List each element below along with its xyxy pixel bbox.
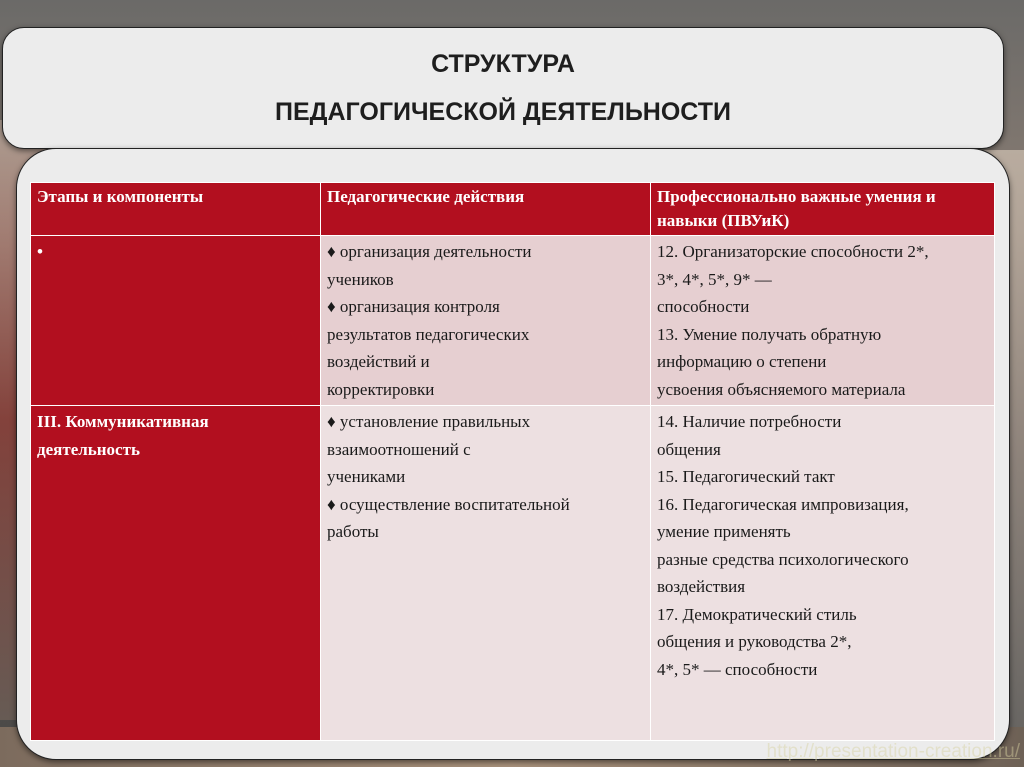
skill-line: общения [657, 439, 721, 459]
title-box [2, 27, 1004, 149]
skill-line: 17. Демократический стиль [657, 604, 857, 624]
stage-cell: III. Коммуникативная деятельность [31, 406, 321, 741]
action-line: ♦ организация контроля [327, 297, 500, 316]
skills-cell [651, 406, 995, 741]
skill-line: 16. Педагогическая импровизация, [657, 494, 909, 514]
action-line: учениками [327, 467, 406, 486]
table-header-row [31, 183, 995, 236]
action-line: работы [327, 522, 379, 541]
action-line: воздействий и [327, 352, 430, 371]
skill-line: усвоения объясняемого материала [657, 379, 906, 399]
title-line-1: СТРУКТУРА [431, 50, 575, 78]
actions-cell [321, 236, 651, 406]
action-line: ♦ организация деятельности [327, 242, 532, 261]
skill-line: разные средства психологического [657, 549, 909, 569]
action-line: учеников [327, 269, 394, 289]
actions-cell [321, 406, 651, 741]
table-row [31, 236, 995, 406]
skill-line: 15. Педагогический такт [657, 467, 835, 486]
header-skills: Профессионально важные умения и навыки (ПВУиК) [651, 183, 995, 236]
action-line: ♦ установление правильных [327, 412, 531, 431]
skill-line: воздействия [657, 577, 746, 596]
skill-line: способности [657, 297, 750, 316]
header-stages: Этапы и компоненты [31, 183, 321, 236]
skill-line: умение применять [657, 522, 791, 541]
skill-line: 4*, 5* — способности [657, 659, 818, 679]
skill-line: 3*, 4*, 5*, 9* — [657, 269, 772, 289]
skill-line: 14. Наличие потребности [657, 412, 842, 431]
title-line-2: ПЕДАГОГИЧЕСКОЙ ДЕЯТЕЛЬНОСТИ [275, 98, 731, 126]
skill-line: общения и руководства 2*, [657, 632, 852, 651]
action-line: взаимоотношений с [327, 439, 471, 459]
skills-cell [651, 236, 995, 406]
header-actions: Педагогические действия [321, 183, 651, 236]
table-row [31, 406, 995, 741]
action-line: ♦ осуществление воспитательной [327, 494, 570, 514]
action-line: результатов педагогических [327, 324, 530, 344]
action-line: корректировки [327, 379, 435, 399]
skill-line: 12. Организаторские способности 2*, [657, 242, 929, 261]
skill-line: информацию о степени [657, 352, 827, 371]
watermark-link[interactable]: http://presentation-creation.ru/ [766, 741, 1020, 762]
stage-cell: • [31, 236, 321, 406]
skill-line: 13. Умение получать обратную [657, 324, 882, 344]
structure-table [30, 182, 995, 741]
